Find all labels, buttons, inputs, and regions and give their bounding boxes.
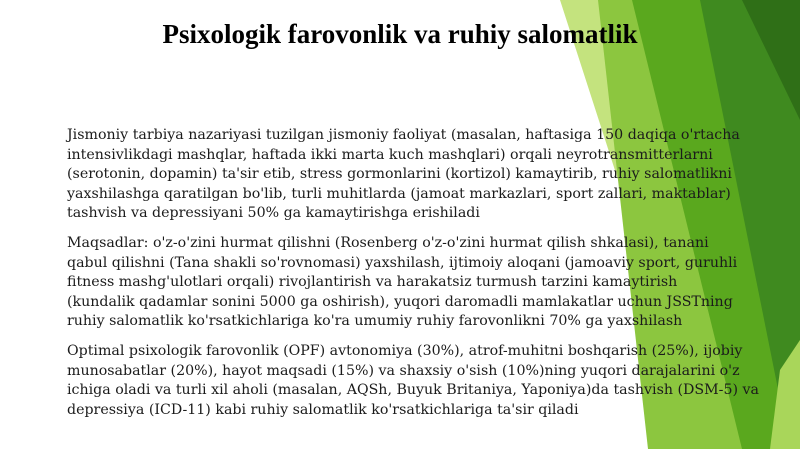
paragraph-line: depressiya (ICD-11) kabi ruhiy salomatlik ko'rsatkichlariga ta'sir qiladi [67,401,579,418]
paragraph-2 [67,234,767,332]
paragraph-1 [67,126,767,224]
paragraph-line: (kundalik qadamlar sonini 5000 ga oshirish), yuqori daromadli mamlakatlar uchun JSSTning [67,293,733,310]
paragraph-line: intensivlikdagi mashqlar, haftada ikki marta kuch mashqlari) orqali neyrotransmitterlarni [67,146,713,163]
paragraph-line: fitness mashg'ulotlari orqali) rivojlantirish va harakatsiz turmush tarzini kamaytirish [67,274,678,291]
paragraph-3 [67,342,767,420]
paragraph-line: qabul qilishni (Tana shakli so'rovnomasi) yaxshilash, ijtimoiy aloqani (jamoaviy sport, guruhli [67,254,738,271]
slide-title: Psixologik farovonlik va ruhiy salomatlik [162,19,638,49]
slide-body [67,126,767,430]
paragraph-line: ichiga oladi va turli xil aholi (masalan, AQSh, Buyuk Britaniya, Yaponiya)da tashvish (DSM-5) va [67,382,759,399]
paragraph-line: (serotonin, dopamin) ta'sir etib, stress gormonlarini (kortizol) kamaytirib, ruhiy salomatlikni [67,166,732,183]
paragraph-line: munosabatlar (20%), hayot maqsadi (15%) va shaxsiy o'sish (10%)ning yuqori darajalarini o'z [67,362,740,379]
paragraph-line: ruhiy salomatlik ko'rsatkichlariga ko'ra umumiy ruhiy farovonlikni 70% ga yaxshilash [67,313,683,330]
paragraph-line: Optimal psixologik farovonlik (OPF) avtonomiya (30%), atrof-muhitni boshqarish (25%), ijobiy [67,342,743,359]
paragraph-line: tashvish va depressiyani 50% ga kamaytirishga erishiladi [67,205,480,222]
paragraph-line: yaxshilashga qaratilgan bo'lib, turli muhitlarda (jamoat markazlari, sport zallari, maktablar) [67,185,731,202]
paragraph-line: Maqsadlar: o'z-o'zini hurmat qilishni (Rosenberg o'z-o'zini hurmat qilish shkalasi), tanani [67,234,709,251]
paragraph-line: Jismoniy tarbiya nazariyasi tuzilgan jismoniy faoliyat (masalan, haftasiga 150 daqiqa o'rtacha [67,127,740,143]
